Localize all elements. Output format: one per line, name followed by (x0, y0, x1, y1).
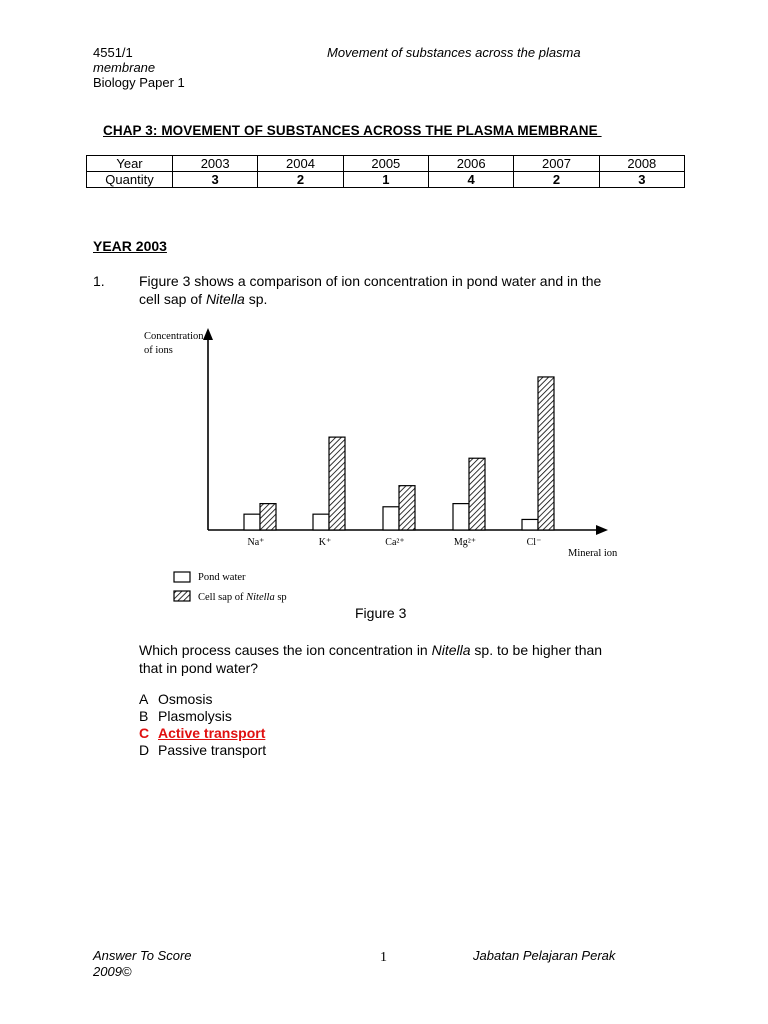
year-cell: 2003 (173, 156, 258, 172)
x-tick-label: Na⁺ (247, 537, 265, 548)
pond-water-bar (453, 504, 469, 530)
option-d (139, 742, 266, 759)
footer-left-line-2: 2009© (93, 964, 132, 979)
legend-label-cell-sap-pre: Cell sap of (198, 592, 247, 603)
year-cell: 2006 (428, 156, 513, 172)
page-number: 1 (380, 950, 387, 965)
cell-sap-bar (399, 486, 415, 530)
quantity-cell: 3 (599, 172, 684, 188)
year-cell: 2008 (599, 156, 684, 172)
quantity-cell: 2 (258, 172, 343, 188)
pond-water-bar (313, 514, 329, 530)
x-tick-label: Ca²⁺ (385, 537, 405, 548)
year-cell: 2004 (258, 156, 343, 172)
pond-water-bar (383, 507, 399, 530)
legend-label-cell-sap (198, 592, 287, 603)
y-axis-label-line-1: Concentration (144, 331, 204, 342)
chapter-title: CHAP 3: MOVEMENT OF SUBSTANCES ACROSS THE PLASMA MEMBRANE (103, 123, 602, 138)
pond-water-bar (522, 519, 538, 530)
option-text: Plasmolysis (158, 708, 232, 724)
year-cell: 2007 (514, 156, 599, 172)
footer-left-line-1: Answer To Score (93, 948, 192, 963)
legend-label-cell-sap-post: sp (274, 592, 287, 603)
cell-sap-bar (329, 437, 345, 530)
bars-group (244, 377, 554, 530)
section-heading: YEAR 2003 (93, 238, 167, 254)
option-a (139, 691, 212, 708)
legend-swatch-pond-water (174, 572, 190, 582)
x-tick-label: Cl⁻ (526, 537, 542, 548)
question-prompt-line-2: that in pond water? (139, 660, 259, 676)
quantity-cell: 4 (428, 172, 513, 188)
option-c-correct-answer (139, 725, 265, 742)
option-text: Passive transport (158, 742, 267, 758)
species-name: Nitella (205, 291, 245, 307)
quantity-cell: 2 (514, 172, 599, 188)
option-letter: A (139, 691, 149, 707)
footer-right: Jabatan Pelajaran Perak (473, 948, 616, 963)
figure-caption: Figure 3 (355, 605, 407, 621)
quantity-cell: 3 (173, 172, 258, 188)
question-prompt-post: sp. to be higher than (470, 642, 603, 658)
x-tick-label: Mg²⁺ (453, 537, 477, 548)
question-line-1: Figure 3 shows a comparison of ion concentration in pond water and in the (139, 273, 602, 289)
option-text: Osmosis (158, 691, 213, 707)
legend-label-cell-sap-italic: Nitella (246, 592, 275, 603)
species-name: Nitella (431, 642, 471, 658)
header-topic-continued: membrane (93, 60, 156, 75)
legend-label-pond-water: Pond water (198, 572, 246, 583)
question-prompt-pre: Which process causes the ion concentration in (139, 642, 432, 658)
question-line-2-post: sp. (244, 291, 268, 307)
y-axis-label-line-2: of ions (144, 345, 173, 356)
question-line-2 (139, 290, 267, 308)
option-letter: B (139, 708, 149, 724)
option-letter: D (139, 742, 150, 758)
cell-sap-bar (260, 504, 276, 530)
question-number: 1. (93, 273, 105, 289)
pond-water-bar (244, 514, 260, 530)
year-row (87, 156, 685, 172)
header-code: 4551/1 (93, 45, 133, 60)
option-letter: C (139, 725, 150, 741)
option-b (139, 708, 232, 725)
x-tick-label: K⁺ (318, 537, 332, 548)
cell-sap-bar (538, 377, 554, 530)
x-axis-label: Mineral ion (568, 548, 618, 559)
question-prompt-line-1 (139, 641, 602, 659)
year-cell: 2005 (343, 156, 428, 172)
header-paper: Biology Paper 1 (93, 75, 185, 90)
quantity-row (87, 172, 685, 188)
legend-swatch-cell-sap (174, 591, 190, 601)
year-quantity-table (86, 155, 685, 188)
y-axis-arrow (203, 328, 213, 340)
option-text: Active transport (158, 725, 266, 741)
quantity-cell: 1 (343, 172, 428, 188)
question-line-2-pre: cell sap of (139, 291, 206, 307)
ion-concentration-chart (130, 320, 650, 620)
header-topic: Movement of substances across the plasma (327, 45, 581, 60)
cell-sap-bar (469, 458, 485, 530)
x-axis-arrow (596, 525, 608, 535)
x-tick-labels (248, 537, 542, 548)
quantity-row-label: Quantity (87, 172, 173, 188)
year-row-label: Year (87, 156, 173, 172)
